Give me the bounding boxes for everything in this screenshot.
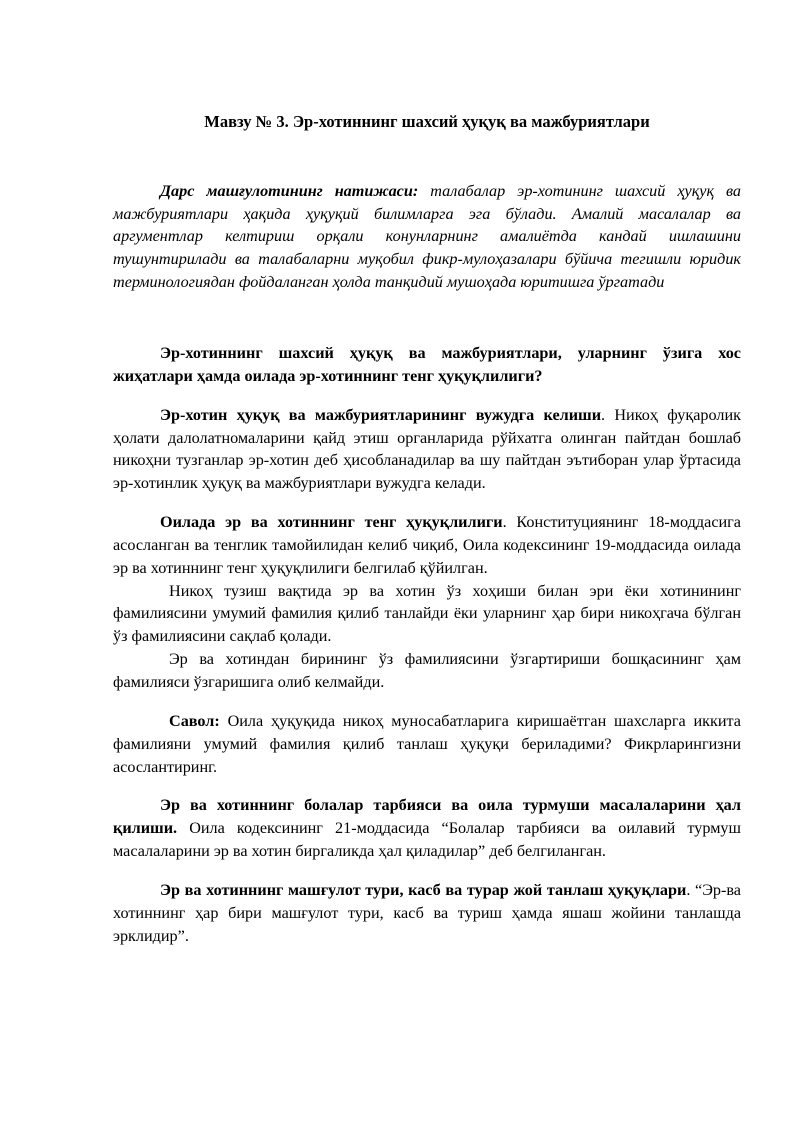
section-children-upbringing-lead: Эр ва хотиннинг болалар тарбияси ва оила турмуши масалаларини ҳал қилиши. [113,796,741,838]
lesson-outcome-label: Дарс машғулотининг натижаси: [160,181,419,200]
spacer [113,863,741,879]
paragraph-surname-change: Эр ва хотиндан бирининг ўз фамилиясини ўзгартириши бошқасининг ҳам фамилияси ўзгаришига олиб келмайди. [113,650,741,691]
section-children-upbringing [113,794,741,863]
spacer [113,694,741,710]
page-title: Мавзу № 3. Эр-хотиннинг шахсий ҳуқуқ ва мажбуриятлари [204,112,650,131]
section-equality [113,511,741,580]
section-children-upbringing-body: Оила кодексининг 21-моддасида “Болалар тарбияси ва оилавий турмуш масалаларини эр ва хотин биргаликда ҳал қиладилар” деб белгиланган. [113,819,741,861]
spacer [113,132,741,180]
question-block-lead: Савол: [169,711,220,730]
section-rights-origin-body: . Никоҳ фуқаролик ҳолати далолатномаларини қайд этиш органларида рўйхатга олинган пайтдан бошлаб никоҳни тузганлар эр-хотин деб ҳисобланадилар ва шу пайтдан эътиборан улар ўртасида эр-хотинлик ҳуқуқ ва мажбуриятлари вужудга келади. [113,405,741,493]
document-content [113,0,741,947]
lesson-outcome-text: талабалар эр-хотининг шахсий ҳуқуқ ва мажбуриятлари ҳақида ҳуқуқий билимларга эга бўлади. Амалий масалалар ва аргументлар келтириш орқали конунларнинг амалиётда кандай ишлашини тушунтирилади ва талабаларни муқобил фикр-мулоҳазалари бўйича тегишли юридик терминологиядан фойдаланган ҳолда танқидий мушоҳада юритишга ўргатади [113,181,741,292]
spacer [113,778,741,794]
section-equality-lead: Оилада эр ва хотиннинг тенг ҳуқуқлилиги [160,513,503,532]
section-occupation-choice [113,879,741,948]
lesson-outcome-paragraph [113,180,741,294]
spacer [113,495,741,511]
spacer [113,388,741,404]
section-rights-origin-lead: Эр-хотин ҳуқуқ ва мажбуриятларининг вужудга келиши [160,405,602,424]
main-question-heading: Эр-хотиннинг шахсий ҳуқуқ ва мажбуриятлари, уларнинг ўзига хос жиҳатлари ҳамда оилада эр-хотиннинг тенг ҳуқуқлилиги? [113,344,741,385]
question-block-body: Оила ҳуқуқида никоҳ муносабатларига киришаётган шахсларга иккита фамилияни умумий фамилия қилиб танлаш ҳуқуқи бериладими? Фикрларингизни асослантиринг. [113,711,741,776]
section-equality-body: . Конституциянинг 18-моддасига асосланган ва тенглик тамойилидан келиб чиқиб, Оила кодексининг 19-моддасида оилада эр ва хотиннинг тенг ҳуқуқлилиги белгилаб қўйилган. [113,513,741,577]
paragraph-surname-choice: Никоҳ тузиш вақтида эр ва хотин ўз хоҳиши билан эри ёки хотинининг фамилиясини умумий фамилия қилиб танлайди ёки уларнинг ҳар бири никоҳгача бўлган ўз фамилиясини сақлаб қолади. [113,581,741,646]
section-occupation-choice-body: . “Эр-ва хотиннинг ҳар бири машғулот тури, касб ва туриш ҳамда яшаш жойини танлашда эрклидир”. [113,880,741,945]
question-block [113,710,741,779]
spacer [113,294,741,342]
section-occupation-choice-lead: Эр ва хотиннинг машғулот тури, касб ва турар жой танлаш ҳуқуқлари [160,880,687,899]
section-rights-origin [113,404,741,495]
